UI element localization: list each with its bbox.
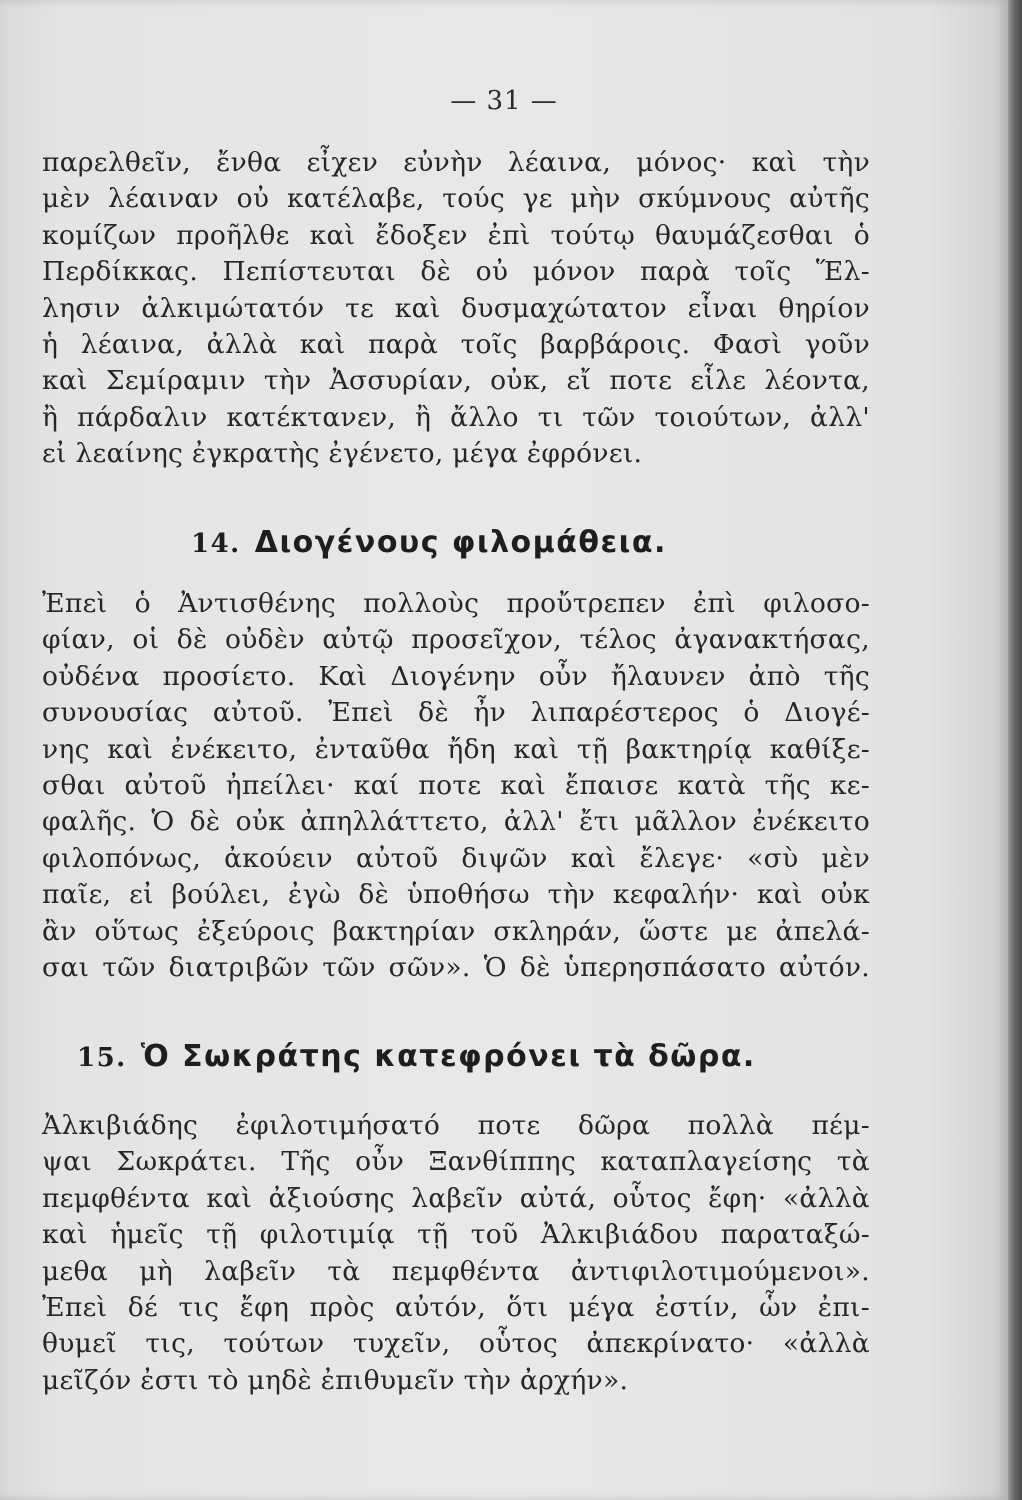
text-line: θυμεῖ τις, τούτων τυχεῖν, οὗτος ἀπεκρίνατο· «ἀλλὰ: [42, 1328, 870, 1360]
text-line: σαι τῶν διατριβῶν τῶν σῶν». Ὁ δὲ ὑπερησπάσατο αὐτόν.: [42, 952, 870, 984]
section-heading-14: [191, 525, 667, 560]
page-number: — 31 —: [450, 86, 558, 116]
text-line: Περδίκκας. Πεπίστευται δὲ οὐ μόνον παρὰ τοῖς Ἕλ-: [42, 256, 870, 288]
text-line: καὶ Σεμίραμιν τὴν Ἀσσυρίαν, οὐκ, εἴ ποτε εἷλε λέοντα,: [42, 365, 870, 397]
text-line: καὶ ἡμεῖς τῇ φιλοτιμίᾳ τῇ τοῦ Ἀλκιβιάδου παραταξώ-: [42, 1219, 870, 1251]
section-heading-15: [77, 1039, 756, 1074]
text-line: μεθα μὴ λαβεῖν τὰ πεμφθέντα ἀντιφιλοτιμούμενοι».: [42, 1255, 870, 1287]
text-line: νης καὶ ἐνέκειτο, ἐνταῦθα ἤδη καὶ τῇ βακτηρίᾳ καθίξε-: [42, 733, 870, 765]
text-line: συνουσίας αὐτοῦ. Ἐπεὶ δὲ ἦν λιπαρέστερος ὁ Διογέ-: [42, 697, 870, 729]
text-line: οὐδένα προσίετο. Καὶ Διογένην οὖν ἤλαυνεν ἀπὸ τῆς: [42, 660, 870, 692]
text-line: ψαι Σωκράτει. Τῆς οὖν Ξανθίππης καταπλαγείσης τὰ: [42, 1146, 870, 1178]
text-line: Ἐπεὶ ὁ Ἀντισθένης πολλοὺς προὔτρεπεν ἐπὶ φιλοσο-: [42, 588, 870, 619]
text-line: φιλοπόνως, ἀκούειν αὐτοῦ διψῶν καὶ ἔλεγε· «σὺ μὲν: [42, 842, 870, 874]
paragraph-14: [42, 586, 870, 986]
section-number: 15.: [77, 1043, 127, 1073]
text-line: κομίζων προῆλθε καὶ ἔδοξεν ἐπὶ τούτῳ θαυμάζεσθαι ὁ: [42, 219, 870, 251]
text-line: σθαι αὐτοῦ ἠπείλει· καί ποτε καὶ ἔπαισε κατὰ τῆς κε-: [42, 770, 870, 802]
text-line: Ἐπεὶ δέ τις ἔφη πρὸς αὐτόν, ὅτι μέγα ἐστίν, ὧν ἐπι-: [42, 1292, 870, 1324]
text-line: ἢ πάρδαλιν κατέκτανεν, ἢ ἄλλο τι τῶν τοιούτων, ἀλλ': [42, 401, 870, 433]
text-line: Ἀλκιβιάδης ἐφιλοτιμήσατό ποτε δῶρα πολλὰ πέμ-: [42, 1110, 870, 1141]
text-line: παῖε, εἰ βούλει, ἐγὼ δὲ ὑποθήσω τὴν κεφαλήν· καὶ οὐκ: [42, 879, 870, 911]
text-line: ἂν οὕτως ἐξεύροις βακτηρίαν σκληράν, ὥστε με ἀπελά-: [42, 915, 870, 947]
text-line: παρελθεῖν, ἔνθα εἶχεν εὐνὴν λέαινα, μόνος· καὶ τὴν: [42, 147, 870, 178]
paragraph-15: [42, 1108, 870, 1399]
text-line: φίαν, οἱ δὲ οὐδὲν αὐτῷ προσεῖχον, τέλος ἀγανακτήσας,: [42, 624, 870, 656]
section-title: Ὁ Σωκράτης κατεφρόνει τὰ δῶρα.: [140, 1039, 756, 1074]
section-number: 14.: [191, 529, 241, 559]
text-line: μὲν λέαιναν οὐ κατέλαβε, τούς γε μὴν σκύμνους αὐτῆς: [42, 183, 870, 215]
text-line: μεῖζόν ἐστι τὸ μηδὲ ἐπιθυμεῖν τὴν ἀρχήν».: [42, 1364, 629, 1396]
text-line: φαλῆς. Ὁ δὲ οὐκ ἀπηλλάττετο, ἀλλ' ἔτι μᾶλλον ἐνέκειτο: [42, 806, 870, 838]
page-edge-shadow: [1008, 0, 1022, 1500]
text-line: λησιν ἀλκιμώτατόν τε καὶ δυσμαχώτατον εἶναι θηρίον: [42, 292, 870, 324]
paragraph-13-end: [42, 145, 870, 473]
section-title: Διογένους φιλομάθεια.: [254, 525, 667, 560]
text-line: εἰ λεαίνης ἐγκρατὴς ἐγένετο, μέγα ἐφρόνει.: [42, 438, 643, 470]
text-line: ἡ λέαινα, ἀλλὰ καὶ παρὰ τοῖς βαρβάροις. Φασὶ γοῦν: [42, 329, 870, 361]
text-line: πεμφθέντα καὶ ἀξιούσης λαβεῖν αὐτά, οὗτος ἔφη· «ἀλλὰ: [42, 1182, 870, 1214]
